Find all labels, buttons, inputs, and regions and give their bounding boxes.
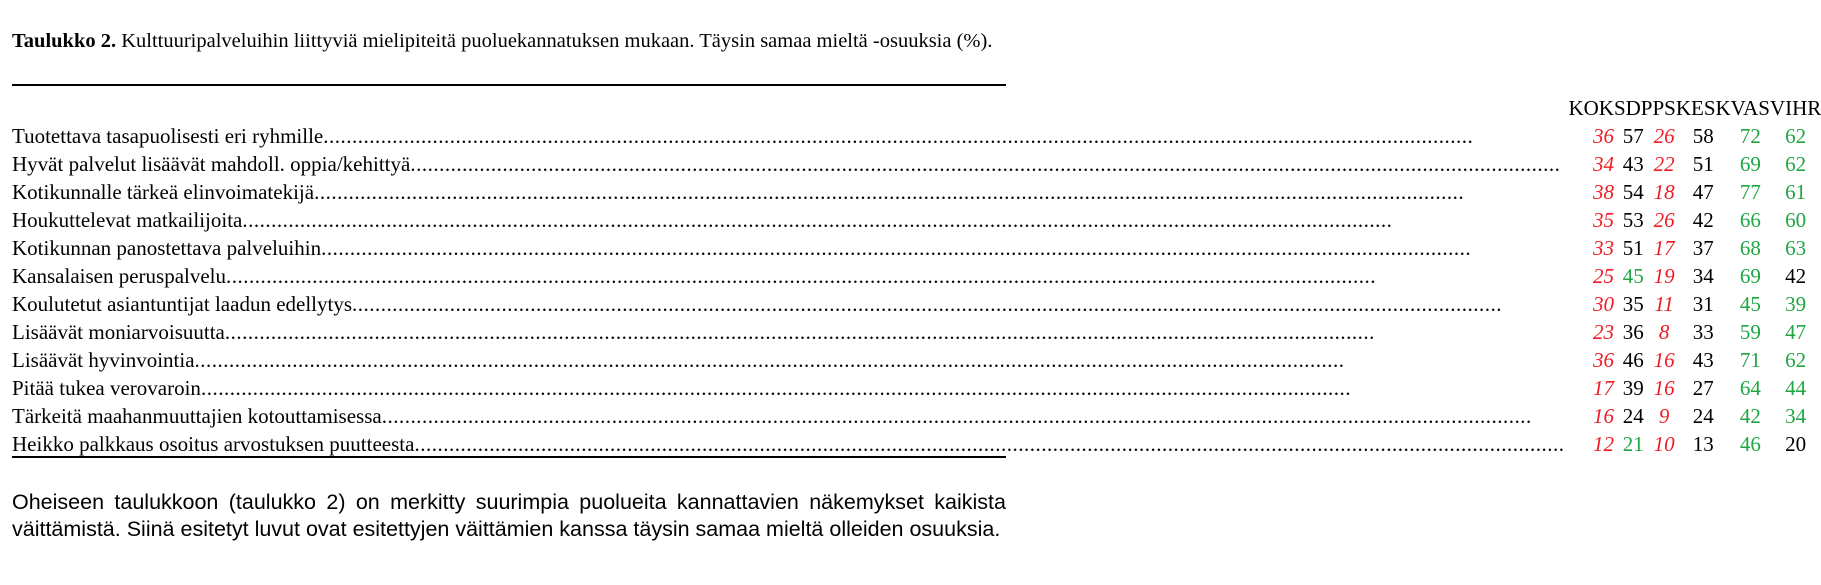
row-label-cell bbox=[12, 430, 1568, 458]
value-kok: 36 bbox=[1592, 348, 1614, 372]
value-vas: 45 bbox=[1739, 292, 1761, 316]
value-ps: 16 bbox=[1653, 376, 1675, 400]
value-sdp: 45 bbox=[1622, 264, 1644, 288]
value-sdp: 46 bbox=[1622, 348, 1644, 372]
table-row bbox=[12, 122, 1821, 150]
value-vas: 64 bbox=[1739, 376, 1761, 400]
row-label-cell bbox=[12, 318, 1568, 346]
value-kok: 36 bbox=[1592, 124, 1614, 148]
value-sdp: 54 bbox=[1622, 180, 1644, 204]
header-sdp: SDP bbox=[1613, 96, 1653, 120]
row-label: Koulutetut asiantuntijat laadun edellytys bbox=[12, 292, 353, 316]
value-kok: 30 bbox=[1592, 292, 1614, 316]
value-vihr: 63 bbox=[1785, 236, 1807, 260]
header-ps: PS bbox=[1652, 96, 1676, 120]
row-label: Heikko palkkaus osoitus arvostuksen puutteesta bbox=[12, 432, 415, 456]
value-ps: 10 bbox=[1653, 432, 1675, 456]
value-ps: 22 bbox=[1653, 152, 1675, 176]
opinion-table bbox=[12, 94, 1821, 458]
table-row bbox=[12, 234, 1821, 262]
value-vas: 68 bbox=[1739, 236, 1761, 260]
value-kesk: 34 bbox=[1692, 264, 1714, 288]
body-paragraph: Oheiseen taulukkoon (taulukko 2) on merkitty suurimpia puolueita kannattavien näkemykset kaikista väittämistä. Siinä esitetyt luvut ovat esitettyjen väittämien kanssa täysin samaa mieltä olleiden osuuksia. bbox=[12, 490, 1006, 541]
value-kok: 33 bbox=[1592, 236, 1614, 260]
value-sdp: 39 bbox=[1622, 376, 1644, 400]
table-caption bbox=[12, 28, 1006, 55]
value-kok: 34 bbox=[1592, 152, 1614, 176]
value-vihr: 47 bbox=[1785, 320, 1807, 344]
value-vihr: 44 bbox=[1785, 376, 1807, 400]
value-ps: 8 bbox=[1658, 320, 1670, 344]
value-vihr: 62 bbox=[1785, 124, 1807, 148]
header-vas: VAS bbox=[1730, 96, 1770, 120]
dot-leader: ........................................................................................................................................................................................................ bbox=[381, 404, 1532, 428]
row-label-cell bbox=[12, 290, 1568, 318]
value-kok: 25 bbox=[1592, 264, 1614, 288]
value-kesk: 43 bbox=[1692, 348, 1714, 372]
dot-leader: ........................................................................................................................................................................................................ bbox=[414, 432, 1565, 456]
value-vihr: 42 bbox=[1785, 264, 1807, 288]
value-kesk: 13 bbox=[1692, 432, 1714, 456]
dot-leader: ........................................................................................................................................................................................................ bbox=[226, 264, 1377, 288]
value-vas: 69 bbox=[1739, 152, 1761, 176]
table-row bbox=[12, 206, 1821, 234]
table-row bbox=[12, 346, 1821, 374]
dot-leader: ........................................................................................................................................................................................................ bbox=[242, 208, 1393, 232]
table-row bbox=[12, 150, 1821, 178]
dot-leader: ........................................................................................................................................................................................................ bbox=[352, 292, 1503, 316]
value-vihr: 61 bbox=[1785, 180, 1807, 204]
row-label: Houkuttelevat matkailijoita bbox=[12, 208, 243, 232]
value-vas: 71 bbox=[1739, 348, 1761, 372]
value-sdp: 57 bbox=[1622, 124, 1644, 148]
value-ps: 19 bbox=[1653, 264, 1675, 288]
value-kesk: 42 bbox=[1692, 208, 1714, 232]
row-label-cell bbox=[12, 346, 1568, 374]
value-kesk: 27 bbox=[1692, 376, 1714, 400]
header-blank bbox=[12, 94, 1568, 122]
value-kesk: 51 bbox=[1692, 152, 1714, 176]
value-kesk: 58 bbox=[1692, 124, 1714, 148]
row-label-cell bbox=[12, 122, 1568, 150]
table-row bbox=[12, 430, 1821, 458]
table-row bbox=[12, 318, 1821, 346]
value-sdp: 43 bbox=[1622, 152, 1644, 176]
value-kesk: 33 bbox=[1692, 320, 1714, 344]
value-kok: 38 bbox=[1592, 180, 1614, 204]
value-vas: 59 bbox=[1739, 320, 1761, 344]
value-kok: 23 bbox=[1592, 320, 1614, 344]
row-label-cell bbox=[12, 262, 1568, 290]
row-label: Lisäävät hyvinvointia bbox=[12, 348, 195, 372]
dot-leader: ........................................................................................................................................................................................................ bbox=[410, 152, 1561, 176]
row-label: Tuotettava tasapuolisesti eri ryhmille bbox=[12, 124, 324, 148]
caption-text: Kulttuuripalveluihin liittyviä mielipiteitä puoluekannatuksen mukaan. Täysin samaa mieltä -osuuksia (%). bbox=[116, 30, 993, 52]
row-label: Kansalaisen peruspalvelu bbox=[12, 264, 227, 288]
value-vihr: 20 bbox=[1785, 432, 1807, 456]
dot-leader: ........................................................................................................................................................................................................ bbox=[200, 376, 1351, 400]
value-vas: 69 bbox=[1739, 264, 1761, 288]
dot-leader: ........................................................................................................................................................................................................ bbox=[321, 236, 1472, 260]
header-vihr: VIHR bbox=[1769, 96, 1821, 120]
table-top-rule bbox=[12, 84, 1006, 86]
value-vas: 46 bbox=[1739, 432, 1761, 456]
row-label: Pitää tukea verovaroin bbox=[12, 376, 201, 400]
table-row bbox=[12, 402, 1821, 430]
header-kesk: KESK bbox=[1675, 96, 1731, 120]
row-label: Kotikunnan panostettava palveluihin bbox=[12, 236, 322, 260]
value-kesk: 47 bbox=[1692, 180, 1714, 204]
table-bottom-rule bbox=[12, 456, 1006, 458]
row-label-cell bbox=[12, 206, 1568, 234]
value-vas: 42 bbox=[1739, 404, 1761, 428]
value-sdp: 53 bbox=[1622, 208, 1644, 232]
value-ps: 17 bbox=[1653, 236, 1675, 260]
row-label-cell bbox=[12, 234, 1568, 262]
value-kok: 17 bbox=[1592, 376, 1614, 400]
table-header-row bbox=[12, 94, 1821, 122]
value-sdp: 36 bbox=[1622, 320, 1644, 344]
value-ps: 26 bbox=[1653, 124, 1675, 148]
table-row bbox=[12, 262, 1821, 290]
value-sdp: 21 bbox=[1622, 432, 1644, 456]
row-label: Kotikunnalle tärkeä elinvoimatekijä bbox=[12, 180, 315, 204]
value-ps: 26 bbox=[1653, 208, 1675, 232]
value-vihr: 39 bbox=[1785, 292, 1807, 316]
dot-leader: ........................................................................................................................................................................................................ bbox=[323, 124, 1474, 148]
value-sdp: 51 bbox=[1622, 236, 1644, 260]
value-ps: 18 bbox=[1653, 180, 1675, 204]
value-sdp: 24 bbox=[1622, 404, 1644, 428]
table-row bbox=[12, 374, 1821, 402]
row-label: Tärkeitä maahanmuuttajien kotouttamisessa bbox=[12, 404, 382, 428]
value-kesk: 31 bbox=[1692, 292, 1714, 316]
value-kesk: 24 bbox=[1692, 404, 1714, 428]
table-row bbox=[12, 178, 1821, 206]
value-kok: 16 bbox=[1592, 404, 1614, 428]
value-sdp: 35 bbox=[1622, 292, 1644, 316]
value-kesk: 37 bbox=[1692, 236, 1714, 260]
row-label-cell bbox=[12, 374, 1568, 402]
dot-leader: ........................................................................................................................................................................................................ bbox=[314, 180, 1465, 204]
header-kok: KOK bbox=[1568, 96, 1614, 120]
value-vihr: 34 bbox=[1785, 404, 1807, 428]
table-row bbox=[12, 290, 1821, 318]
value-vas: 66 bbox=[1739, 208, 1761, 232]
value-vas: 72 bbox=[1739, 124, 1761, 148]
value-ps: 9 bbox=[1658, 404, 1670, 428]
dot-leader: ........................................................................................................................................................................................................ bbox=[194, 348, 1345, 372]
row-label: Lisäävät moniarvoisuutta bbox=[12, 320, 225, 344]
value-vas: 77 bbox=[1739, 180, 1761, 204]
caption-label: Taulukko 2. bbox=[12, 30, 117, 52]
value-vihr: 60 bbox=[1785, 208, 1807, 232]
row-label-cell bbox=[12, 178, 1568, 206]
value-kok: 12 bbox=[1592, 432, 1614, 456]
dot-leader: ........................................................................................................................................................................................................ bbox=[224, 320, 1375, 344]
row-label-cell bbox=[12, 402, 1568, 430]
value-ps: 11 bbox=[1654, 292, 1674, 316]
value-vihr: 62 bbox=[1785, 152, 1807, 176]
value-ps: 16 bbox=[1653, 348, 1675, 372]
value-kok: 35 bbox=[1592, 208, 1614, 232]
value-vihr: 62 bbox=[1785, 348, 1807, 372]
row-label-cell bbox=[12, 150, 1568, 178]
row-label: Hyvät palvelut lisäävät mahdoll. oppia/kehittyä bbox=[12, 152, 411, 176]
